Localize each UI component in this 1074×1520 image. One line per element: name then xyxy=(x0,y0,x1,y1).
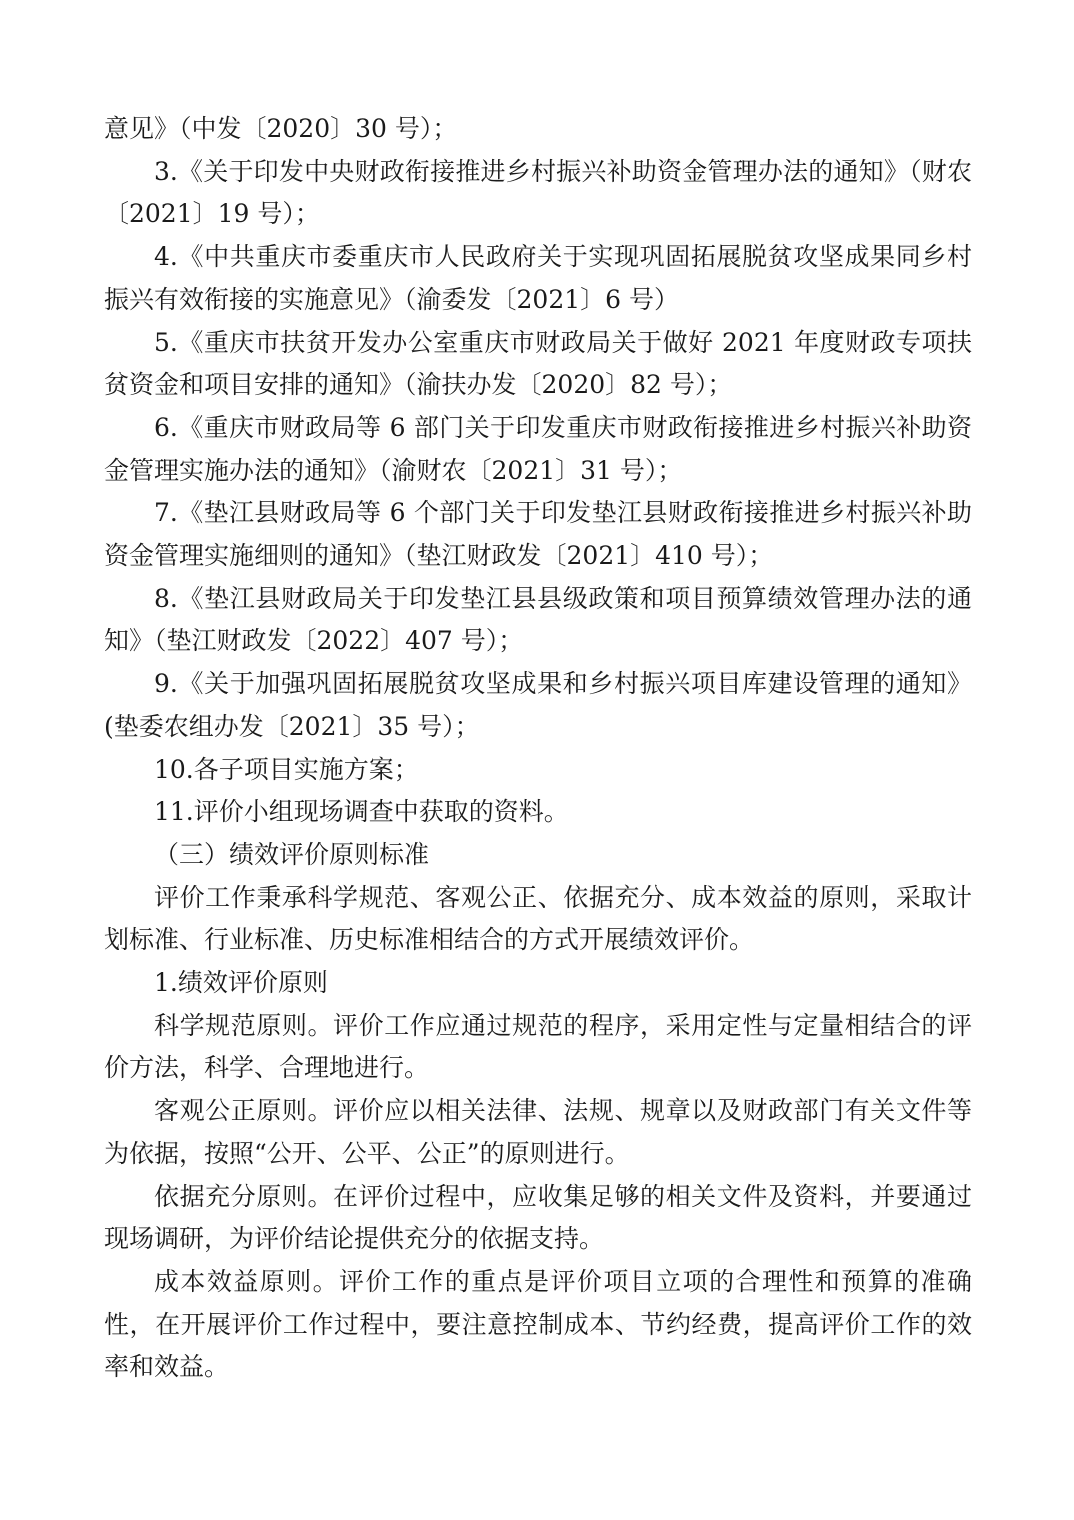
paragraph-scientific: 科学规范原则。评价工作应通过规范的程序，采用定性与定量相结合的评价方法，科学、合理地进行。 xyxy=(104,1010,972,1083)
paragraph-evidence: 依据充分原则。在评价过程中，应收集足够的相关文件及资料，并要通过现场调研，为评价结论提供充分的依据支持。 xyxy=(104,1181,972,1254)
reference-item-9: 9.《关于加强巩固拓展脱贫攻坚成果和乡村振兴项目库建设管理的通知》(垫委农组办发〔2021〕35 号）； xyxy=(104,669,972,741)
subsection-heading: 1.绩效评价原则 xyxy=(154,968,328,998)
reference-item-3: 3.《关于印发中央财政衔接推进乡村振兴补助资金管理办法的通知》（财农〔2021〕19 号）； xyxy=(104,156,972,229)
reference-item-11: 11.评价小组现场调查中获取的资料。 xyxy=(154,797,569,827)
reference-item-5: 5.《重庆市扶贫开发办公室重庆市财政局关于做好 2021 年度财政专项扶贫资金和项目安排的通知》（渝扶办发〔2020〕82 号）； xyxy=(104,327,972,400)
reference-item-6: 6.《重庆市财政局等 6 部门关于印发重庆市财政衔接推进乡村振兴补助资金管理实施办法的通知》（渝财农〔2021〕31 号）； xyxy=(104,412,972,485)
reference-item-10: 10.各子项目实施方案； xyxy=(154,754,419,784)
reference-item-7: 7.《垫江县财政局等 6 个部门关于印发垫江县财政衔接推进乡村振兴补助资金管理实施细则的通知》（垫江财政发〔2021〕410 号）； xyxy=(104,498,972,571)
paragraph-objective: 客观公正原则。评价应以相关法律、法规、规章以及财政部门有关文件等为依据，按照“公开、公平、公正”的原则进行。 xyxy=(104,1096,972,1168)
paragraph-cost-benefit: 成本效益原则。评价工作的重点是评价项目立项的合理性和预算的准确性，在开展评价工作过程中，要注意控制成本、节约经费，提高评价工作的效率和效益。 xyxy=(104,1266,972,1382)
document-body xyxy=(104,108,972,1389)
section-heading: （三）绩效评价原则标准 xyxy=(154,839,430,869)
paragraph-intro: 评价工作秉承科学规范、客观公正、依据充分、成本效益的原则，采取计划标准、行业标准、历史标准相结合的方式开展绩效评价。 xyxy=(104,882,972,955)
reference-item-8: 8.《垫江县财政局关于印发垫江县县级政策和项目预算绩效管理办法的通知》（垫江财政发〔2022〕407 号）； xyxy=(104,583,972,656)
reference-item-4: 4.《中共重庆市委重庆市人民政府关于实现巩固拓展脱贫攻坚成果同乡村振兴有效衔接的实施意见》（渝委发〔2021〕6 号） xyxy=(104,242,972,314)
paragraph-continuation: 意见》（中发〔2020〕30 号）； xyxy=(104,114,458,143)
